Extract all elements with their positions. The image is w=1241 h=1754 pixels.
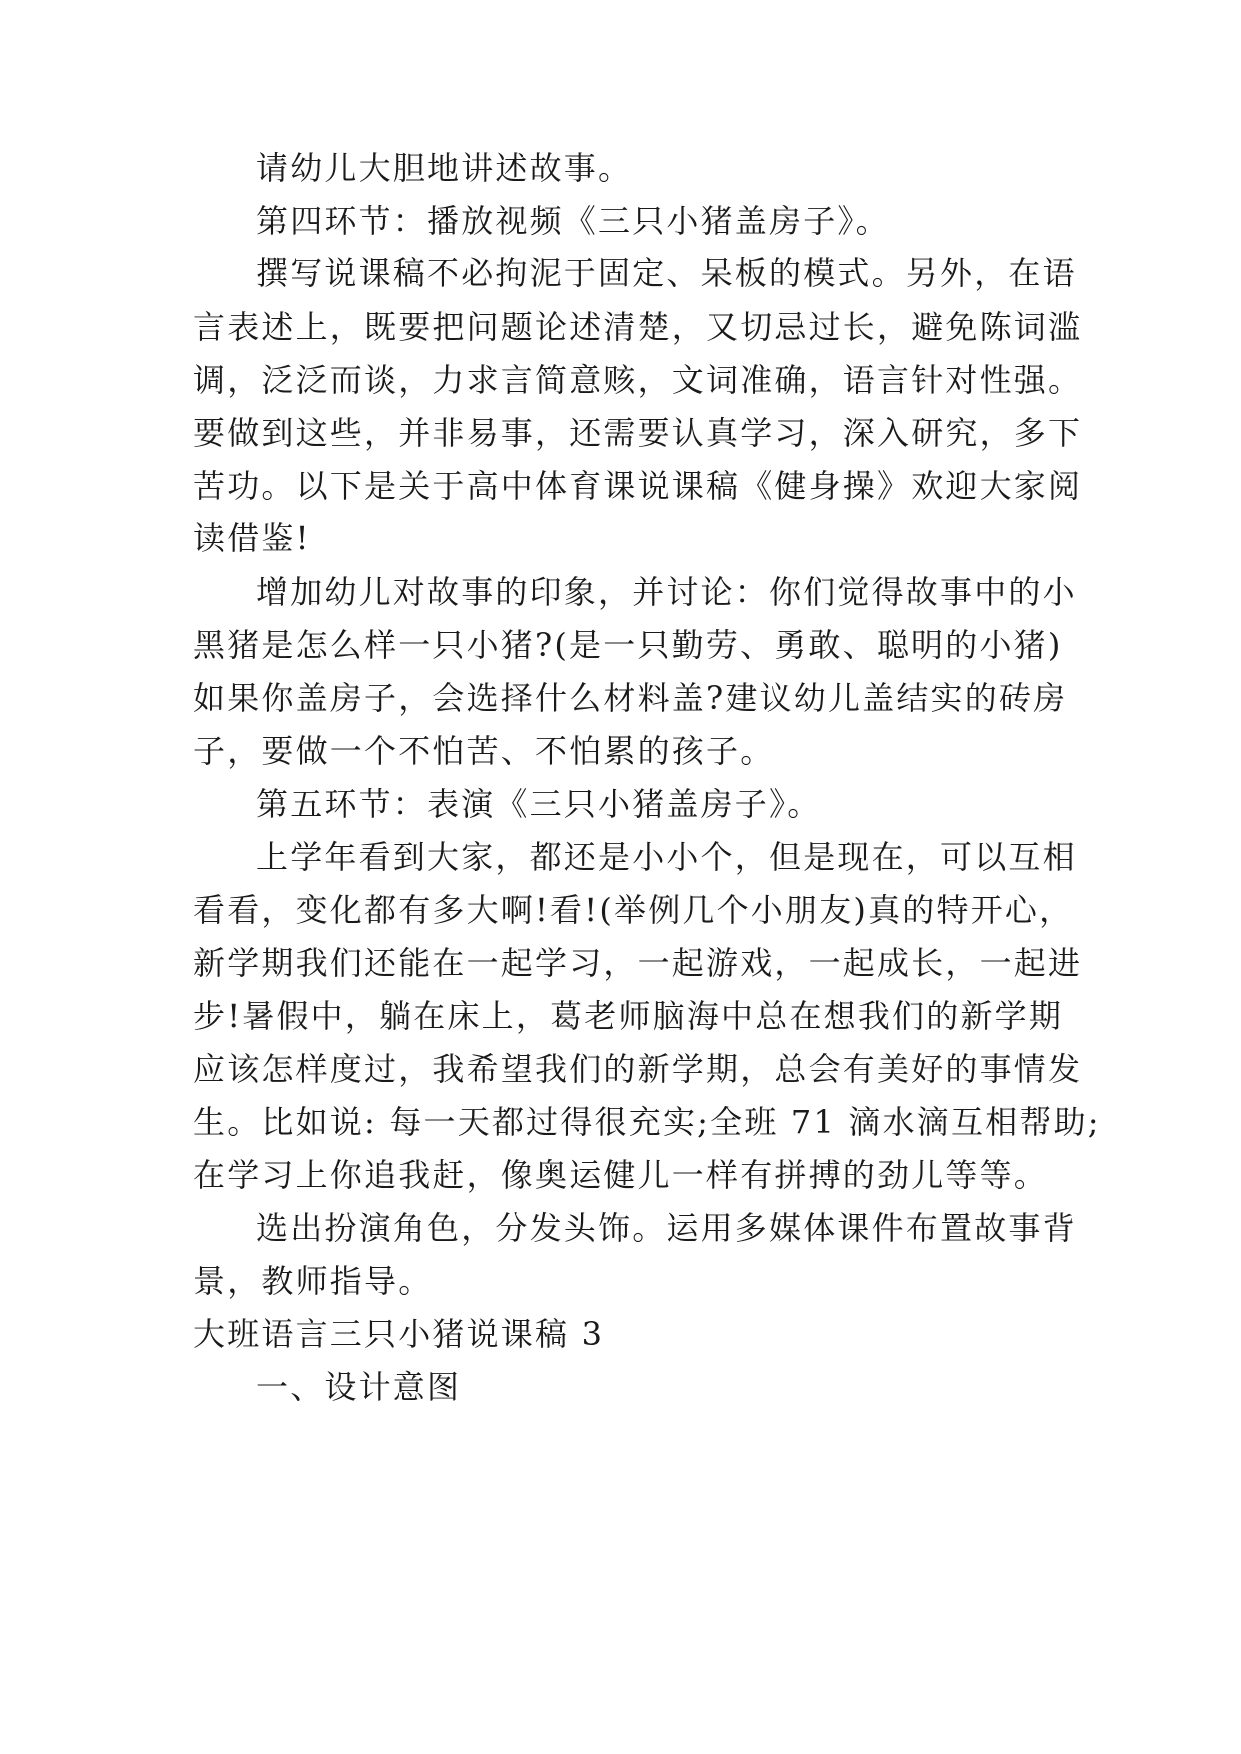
paragraph-line: 调，泛泛而谈，力求言简意赅，文词准确，语言针对性强。 <box>193 361 1083 399</box>
paragraph-line: 景，教师指导。 <box>193 1262 433 1300</box>
paragraph-line: 上学年看到大家，都还是小小个，但是现在，可以互相 <box>256 838 1077 876</box>
paragraph-line: 选出扮演角色，分发头饰。运用多媒体课件布置故事背 <box>256 1209 1077 1247</box>
paragraph-line: 读借鉴! <box>193 519 311 557</box>
paragraph-line: 在学习上你追我赶，像奥运健儿一样有拼搏的劲儿等等。 <box>193 1156 1049 1194</box>
paragraph-line: 步!暑假中，躺在床上，葛老师脑海中总在想我们的新学期 <box>193 997 1064 1035</box>
paragraph-line: 苦功。以下是关于高中体育课说课稿《健身操》欢迎大家阅 <box>193 467 1083 505</box>
section-heading: 大班语言三只小猪说课稿 3 <box>193 1315 605 1353</box>
paragraph-line: 言表述上，既要把问题论述清楚，又切忌过长，避免陈词滥 <box>193 308 1083 346</box>
paragraph-line: 第五环节：表演《三只小猪盖房子》。 <box>256 785 822 823</box>
paragraph-line: 请幼儿大胆地讲述故事。 <box>256 149 633 187</box>
paragraph-line: 黑猪是怎么样一只小猪?(是一只勤劳、勇敢、聪明的小猪) <box>193 626 1063 664</box>
paragraph-line: 第四环节：播放视频《三只小猪盖房子》。 <box>256 202 890 240</box>
paragraph-line: 撰写说课稿不必拘泥于固定、呆板的模式。另外，在语 <box>256 254 1077 292</box>
paragraph-line: 如果你盖房子，会选择什么材料盖?建议幼儿盖结实的砖房 <box>193 679 1068 717</box>
subsection-heading: 一、设计意图 <box>256 1368 462 1406</box>
paragraph-line: 新学期我们还能在一起学习，一起游戏，一起成长，一起进 <box>193 944 1083 982</box>
paragraph-line: 增加幼儿对故事的印象，并讨论：你们觉得故事中的小 <box>256 573 1077 611</box>
paragraph-line: 看看，变化都有多大啊!看!(举例几个小朋友)真的特开心， <box>193 891 1074 929</box>
paragraph-line: 要做到这些，并非易事，还需要认真学习，深入研究，多下 <box>193 414 1083 452</box>
paragraph-line: 生。比如说: 每一天都过得很充实;全班 71 滴水滴互相帮助; <box>193 1103 1101 1141</box>
paragraph-line: 子，要做一个不怕苦、不怕累的孩子。 <box>193 732 775 770</box>
paragraph-line: 应该怎样度过，我希望我们的新学期，总会有美好的事情发 <box>193 1050 1083 1088</box>
